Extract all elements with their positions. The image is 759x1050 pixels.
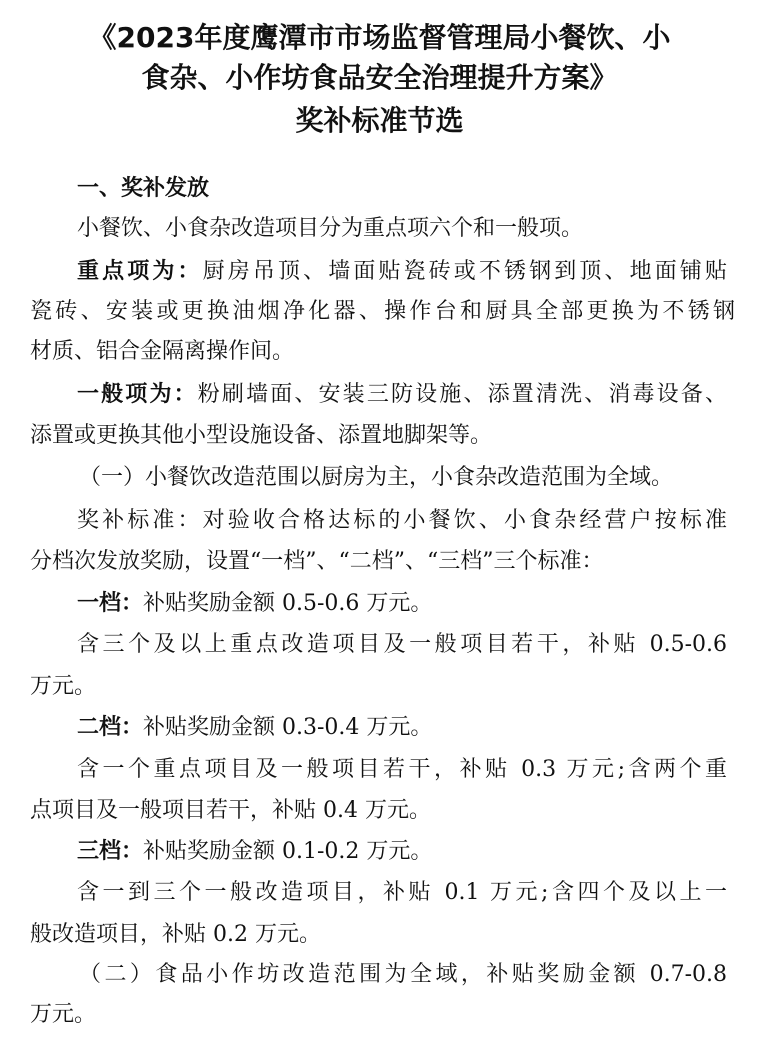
tier-2-summary <box>77 714 759 742</box>
document-title-line-1: 《2023年度鹰潭市市场监督管理局小餐饮、小 <box>88 21 671 54</box>
standard-line-1: 奖补标准：对验收合格达标的小餐饮、小食杂经营户按标准 <box>77 508 727 533</box>
tier-1-detail-line-1: 含三个及以上重点改造项目及一般项目若干，补贴 0.5-0.6 <box>77 632 727 657</box>
key-items-text-1: 厨房吊顶、墙面贴瓷砖或不锈钢到顶、地面铺贴 <box>202 259 727 284</box>
part-2-line-2: 万元。 <box>30 1002 97 1027</box>
key-items-line-3: 材质、铝合金隔离操作间。 <box>30 339 295 364</box>
general-items-label: 一般项为： <box>77 382 198 407</box>
general-items-text-1: 粉刷墙面、安装三防设施、添置清洗、消毒设备、 <box>197 382 727 407</box>
general-items-line-1 <box>77 381 727 409</box>
tier-2-detail-line-2: 点项目及一般项目若干，补贴 0.4 万元。 <box>30 798 431 823</box>
part-2-line-1: （二）食品小作坊改造范围为全域，补贴奖励金额 0.7-0.8 <box>79 962 727 987</box>
tier-2-label: 二档： <box>77 715 144 740</box>
tier-1-detail-line-2: 万元。 <box>30 674 97 699</box>
section-heading: 一、奖补发放 <box>77 176 210 201</box>
key-items-line-1 <box>77 258 727 286</box>
tier-3-summary <box>77 838 759 866</box>
tier-3-label: 三档： <box>77 839 144 864</box>
tier-2-amount: 补贴奖励金额 0.3-0.4 万元。 <box>143 715 433 740</box>
key-items-line-2: 瓷砖、安装或更换油烟净化器、操作台和厨具全部更换为不锈钢 <box>30 299 735 324</box>
tier-3-detail-line-1: 含一到三个一般改造项目，补贴 0.1 万元;含四个及以上一 <box>77 880 727 905</box>
tier-1-amount: 补贴奖励金额 0.5-0.6 万元。 <box>143 591 433 616</box>
tier-1-label: 一档： <box>77 591 144 616</box>
tier-2-detail-line-1: 含一个重点项目及一般项目若干，补贴 0.3 万元;含两个重 <box>77 757 727 782</box>
document-subtitle: 奖补标准节选 <box>295 104 464 137</box>
document-title-line-2: 食杂、小作坊食品安全治理提升方案》 <box>141 61 618 94</box>
part-1-heading: （一）小餐饮改造范围以厨房为主，小食杂改造范围为全域。 <box>79 465 674 490</box>
intro-paragraph: 小餐饮、小食杂改造项目分为重点项六个和一般项。 <box>77 216 584 241</box>
tier-3-detail-line-2: 般改造项目，补贴 0.2 万元。 <box>30 922 321 947</box>
standard-line-2: 分档次发放奖励，设置“一档”、“二档”、“三档”三个标准： <box>30 549 604 574</box>
tier-3-amount: 补贴奖励金额 0.1-0.2 万元。 <box>143 839 433 864</box>
general-items-line-2: 添置或更换其他小型设施设备、添置地脚架等。 <box>30 423 493 448</box>
tier-1-summary <box>77 590 759 618</box>
key-items-label: 重点项为： <box>77 259 203 284</box>
